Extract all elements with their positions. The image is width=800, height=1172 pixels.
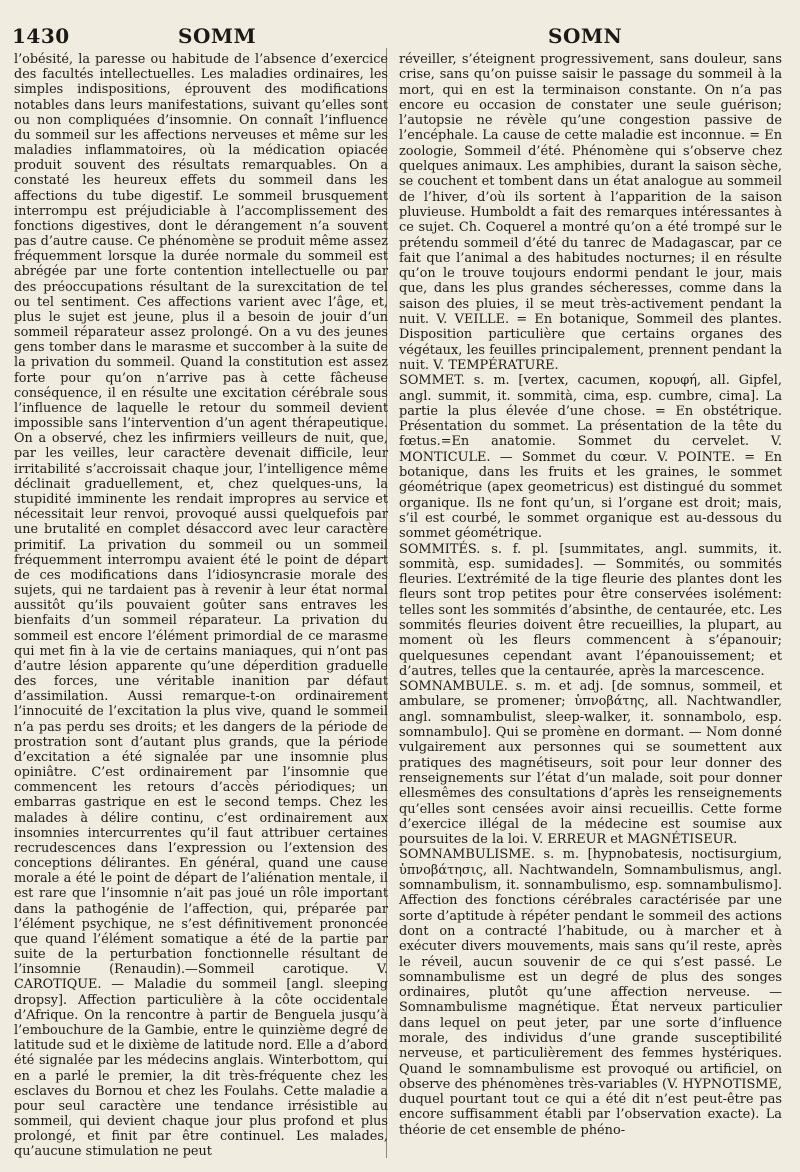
entry-continuation-sommeil: l’obésité, la paresse ou habitude de l’absence d’exercice des facultés intellectuelles. Les maladies ordinaires, les simples indispositions, éprouvent des modifications notables dans leurs manifestations, suivant qu’elles sont ou non compliquées d’insomnie. On connaît l’influence du sommeil sur les affections nerveuses et même sur les maladies inflammatoires, où la médication opiacée produit souvent des résultats remarquables. On a constaté les heureux effets du sommeil dans les affections du tube digestif. Le sommeil brusquement interrompu est préjudiciable à l’accomplissement des fonctions digestives, dont le dérangement n’a souvent pas d’autre cause. Ce phénomène se produit même assez fréquemment lorsque la durée normale du sommeil est abrégée par une forte contention intellectuelle ou par des préoccupations résultant de la surexcitation de tel ou tel sentiment. Ces affections varient avec l’âge, et, plus le sujet est jeune, plus il a besoin de jouir d’un sommeil réparateur assez prolongé. On a vu des jeunes gens tomber dans le marasme et succomber à la suite de la privation du sommeil. Quand la constitution est assez forte pour qu’on n’arrive pas à cette fâcheuse conséquence, il en résulte une excitation cérébrale sous l’influence de laquelle le retour du sommeil devient impossible sans l’intervention d’un agent thérapeutique. On a observé, chez les infirmiers veilleurs de nuit, que, par les veilles, leur caractère devenait difficile, leur irritabilité s’accroissait chaque jour, l’intelligence même déclinait graduellement, et, chez quelques-uns, la stupidité imminente les rendait impropres au service et nécessitait leur renvoi, provoqué aussi quelquefois par une brutalité en complet désaccord avec leur caractère primitif. La privation du sommeil ou un sommeil fréquemment interrompu avaient été le point de départ de ces modifications dans l’idiosyncrasie morale des sujets, qui ne tardaient pas à revenir à leur état normal aussitôt qu’ils pouvaient goûter sans entraves les bienfaits d’un sommeil réparateur. La privation du sommeil est encore l’élément primordial de ce marasme qui met fin à la vie de certains maniaques, qui n’ont pas d’autre lésion apparente qu’une déperdition graduelle des forces, une véritable inanition par défaut d’assimilation. Aussi remarque-t-on ordinairement l’innocuité de l’excitation la plus vive, quand le sommeil n’a pas perdu ses droits; et les dangers de la période de prostration sont d’autant plus grands, que la période d’excitation a été signalée par une insomnie plus opiniâtre. C’est ordinairement par l’insomnie que commencent les retours d’accès périodiques; un embarras gastrique en est le second temps. Chez les malades à délire continu, c’est ordinairement aux insomnies intercurrentes qu’il faut attribuer certaines recrudescences dans l’expression ou l’extension des conceptions délirantes. En général, quand une cause morale a été le point de départ de l’aliénation mentale, il est rare que l’insomnie n’ait pas joué un rôle important dans la pathogénie de l’affection, qui, préparée par l’élément psychique, ne s’est définitivement prononcée que quand l’élément somatique a été de la partie par suite de la perturbation fonctionnelle résultant de l’insomnie (Renaudin).—Sommeil carotique. V. CAROTIQUE. — Maladie du sommeil [angl. sleeping dropsy]. Affection particulière à la côte occidentale d’Afrique. On la rencontre à partir de Benguela jusqu’à l’embouchure de la Gambie, entre le quinzième degré de latitude sud et le dixième de latitude nord. Elle a d’abord été signalée par les médecins anglais. Winterbottom, qui en a parlé le premier, la dit très-fréquente chez les esclaves du Bornou et chez les Foulahs. Cette maladie a pour seul caractère une tendance irrésistible au sommeil, qui devient chaque jour plus profond et plus prolongé, et finit par être continuel. Les malades, qu’aucune stimulation ne peut	[14, 52, 388, 1160]
entry-sommet: SOMMET. s. m. [vertex, cacumen, κορυφή, all. Gipfel, angl. summit, it. sommità, cima, esp. cumbre, cima]. La partie la plus élevée d’une chose. = En obstétrique. Présentation du sommet. La présentation de la tête du fœtus.=En anatomie. Sommet du cervelet. V. MONTICULE. — Sommet du cœur. V. POINTE. = En botanique, dans les fruits et les graines, le sommet géométrique (apex geometricus) est distingué du sommet organique. Ils ne font qu’un, si l’organe est droit; mais, s’il est courbé, le sommet organique est au-dessous du sommet géométrique.	[399, 373, 782, 542]
right-running-head: SOMN	[548, 24, 623, 48]
left-running-head: SOMM	[178, 24, 257, 48]
entry-sommites: SOMMITÉS. s. f. pl. [summitates, angl. summits, it. sommità, esp. sumidades]. — Sommités, ou sommités fleuries. L’extrémité de la tige fleurie des plantes dont les fleurs sont trop petites pour être conservées isolément: telles sont les sommités d’absinthe, de centaurée, etc. Les sommités fleuries doivent être recueillies, la plupart, au moment où les fleurs commencent à s’épanouir; quelquesunes cependant avant l’épanouissement; et d’autres, telles que la centaurée, après la marcescence.	[399, 541, 782, 679]
entry-somnambule: SOMNAMBULE. s. m. et adj. [de somnus, sommeil, et ambulare, se promener; ὑπνοβάτης, all. Nachtwandler, angl. somnambulist, sleep-walker, it. sonnambolo, esp. somnambulo]. Qui se promène en dormant. — Nom donné vulgairement aux personnes qui se soumettent aux pratiques des magnétiseurs, soit pour leur donner des renseignements sur l’état d’un malade, soit pour donner ellesmêmes des consultations d’après les renseignements qu’elles sont censées avoir ainsi recueillis. Cette forme d’exercice illégal de la médecine est soumise aux poursuites de la loi. V. ERREUR et MAGNÉTISEUR.	[399, 679, 782, 848]
right-column	[399, 52, 782, 1138]
left-column	[14, 52, 388, 1160]
entry-somnambulisme: SOMNAMBULISME. s. m. [hypnobatesis, noctisurgium, ὑπνοβάτησις, all. Nachtwandeln, Somnambulismus, angl. somnambulism, it. sonnambulismo, esp. somnambulismo]. Affection des fonctions cérébrales caractérisée par une sorte d’aptitude à répéter pendant le sommeil des actions dont on a contracté l’habitude, ou à marcher et à exécuter divers mouvements, mais sans qu’il reste, après le réveil, aucun souvenir de ce qui s’est passé. Le somnambulisme est un degré de plus des songes ordinaires, plutôt qu’une affection nerveuse. — Somnambulisme magnétique. État nerveux particulier dans lequel on peut jeter, par une sorte d’influence morale, des individus d’une grande susceptibilité nerveuse, et particulièrement des femmes hystériques. Quand le somnambulisme est provoqué ou artificiel, on observe des phénomènes très-variables (V. HYPNOTISME, duquel pourtant tout ce qui a été dit n’est peut-être pas encore suffisamment établi par l’observation exacte). La théorie de cet ensemble de phéno-	[399, 847, 782, 1138]
running-header	[0, 24, 800, 50]
entry-continuation-sommeil-2: réveiller, s’éteignent progressivement, sans douleur, sans crise, sans qu’on puisse saisir le passage du sommeil à la mort, qui en est la terminaison constante. On n’a pas encore eu occasion de constater une seule guérison; l’autopsie ne révèle qu’une congestion passive de l’encéphale. La cause de cette maladie est inconnue. = En zoologie, Sommeil d’été. Phénomène qui s’observe chez quelques animaux. Les amphibies, durant la saison sèche, se couchent et tombent dans un état analogue au sommeil de l’hiver, d’où ils sortent à l’apparition de la saison pluvieuse. Humboldt a fait des remarques intéressantes à ce sujet. Ch. Coquerel a montré qu’on a été trompé sur le prétendu sommeil d’été du tanrec de Madagascar, par ce fait que l’animal a des habitudes nocturnes; il en résulte qu’on le trouve toujours endormi pendant le jour, mais que, dans les plus grandes sécheresses, comme dans la saison des pluies, il se meut très-activement pendant la nuit. V. VEILLE. = En botanique, Sommeil des plantes. Disposition particulière que certains organes des végétaux, les feuilles principalement, prennent pendant la nuit. V. TEMPÉRATURE.	[399, 52, 782, 373]
page-number: 1430	[12, 24, 70, 48]
